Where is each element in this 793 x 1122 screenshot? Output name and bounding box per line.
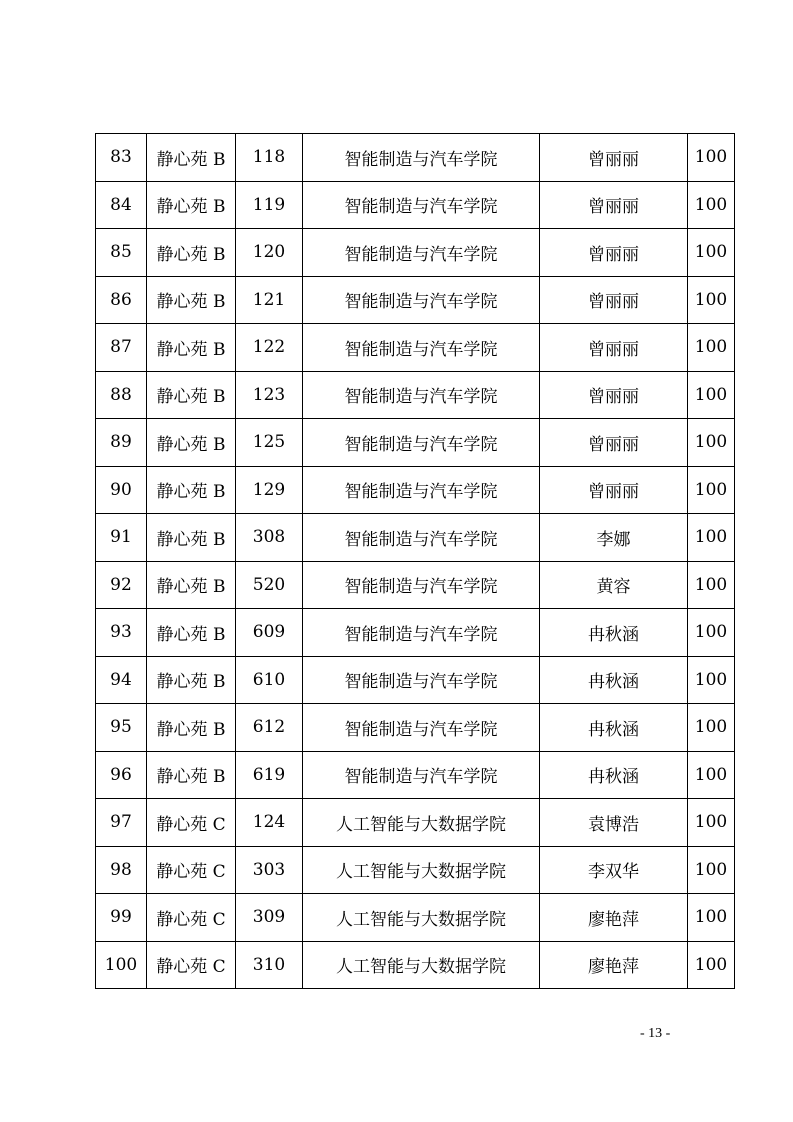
college-cell: 智能制造与汽车学院: [303, 134, 540, 182]
score-cell: 100: [688, 751, 735, 799]
college-cell: 智能制造与汽车学院: [303, 561, 540, 609]
table-row: [96, 324, 735, 372]
row-number-cell: 86: [96, 276, 147, 324]
building-cell: 静心苑 B: [147, 751, 236, 799]
college-cell: 智能制造与汽车学院: [303, 656, 540, 704]
college-cell: 智能制造与汽车学院: [303, 276, 540, 324]
college-cell: 智能制造与汽车学院: [303, 514, 540, 562]
building-cell: 静心苑 C: [147, 799, 236, 847]
room-cell: 520: [236, 561, 303, 609]
score-cell: 100: [688, 799, 735, 847]
building-cell: 静心苑 B: [147, 324, 236, 372]
person-cell: 李双华: [540, 846, 688, 894]
score-cell: 100: [688, 894, 735, 942]
college-cell: 智能制造与汽车学院: [303, 229, 540, 277]
row-number-cell: 85: [96, 229, 147, 277]
room-cell: 610: [236, 656, 303, 704]
college-cell: 智能制造与汽车学院: [303, 609, 540, 657]
building-cell: 静心苑 C: [147, 846, 236, 894]
college-cell: 智能制造与汽车学院: [303, 704, 540, 752]
table-row: [96, 276, 735, 324]
score-cell: 100: [688, 419, 735, 467]
building-cell: 静心苑 B: [147, 609, 236, 657]
room-cell: 125: [236, 419, 303, 467]
score-cell: 100: [688, 704, 735, 752]
college-cell: 人工智能与大数据学院: [303, 894, 540, 942]
room-cell: 308: [236, 514, 303, 562]
score-cell: 100: [688, 324, 735, 372]
building-cell: 静心苑 B: [147, 704, 236, 752]
table-body: [96, 134, 735, 989]
building-cell: 静心苑 B: [147, 276, 236, 324]
score-cell: 100: [688, 134, 735, 182]
college-cell: 智能制造与汽车学院: [303, 419, 540, 467]
person-cell: 曾丽丽: [540, 419, 688, 467]
person-cell: 廖艳萍: [540, 894, 688, 942]
score-cell: 100: [688, 181, 735, 229]
table-row: [96, 846, 735, 894]
table-row: [96, 656, 735, 704]
college-cell: 智能制造与汽车学院: [303, 466, 540, 514]
building-cell: 静心苑 C: [147, 894, 236, 942]
score-cell: 100: [688, 846, 735, 894]
row-number-cell: 99: [96, 894, 147, 942]
table-row: [96, 799, 735, 847]
room-cell: 118: [236, 134, 303, 182]
table-row: [96, 371, 735, 419]
room-cell: 129: [236, 466, 303, 514]
building-cell: 静心苑 C: [147, 941, 236, 989]
score-cell: 100: [688, 561, 735, 609]
college-cell: 人工智能与大数据学院: [303, 941, 540, 989]
row-number-cell: 97: [96, 799, 147, 847]
score-cell: 100: [688, 371, 735, 419]
row-number-cell: 95: [96, 704, 147, 752]
room-cell: 122: [236, 324, 303, 372]
building-cell: 静心苑 B: [147, 466, 236, 514]
row-number-cell: 84: [96, 181, 147, 229]
college-cell: 智能制造与汽车学院: [303, 324, 540, 372]
building-cell: 静心苑 B: [147, 419, 236, 467]
row-number-cell: 93: [96, 609, 147, 657]
person-cell: 曾丽丽: [540, 324, 688, 372]
college-cell: 人工智能与大数据学院: [303, 846, 540, 894]
table-row: [96, 419, 735, 467]
table-row: [96, 514, 735, 562]
row-number-cell: 94: [96, 656, 147, 704]
room-cell: 310: [236, 941, 303, 989]
row-number-cell: 96: [96, 751, 147, 799]
college-cell: 智能制造与汽车学院: [303, 371, 540, 419]
college-cell: 智能制造与汽车学院: [303, 751, 540, 799]
building-cell: 静心苑 B: [147, 181, 236, 229]
table-row: [96, 751, 735, 799]
row-number-cell: 92: [96, 561, 147, 609]
row-number-cell: 91: [96, 514, 147, 562]
building-cell: 静心苑 B: [147, 371, 236, 419]
room-cell: 303: [236, 846, 303, 894]
row-number-cell: 87: [96, 324, 147, 372]
page-number: - 13 -: [640, 1026, 671, 1041]
score-cell: 100: [688, 609, 735, 657]
person-cell: 李娜: [540, 514, 688, 562]
building-cell: 静心苑 B: [147, 514, 236, 562]
person-cell: 廖艳萍: [540, 941, 688, 989]
person-cell: 曾丽丽: [540, 134, 688, 182]
row-number-cell: 100: [96, 941, 147, 989]
room-cell: 119: [236, 181, 303, 229]
score-cell: 100: [688, 514, 735, 562]
building-cell: 静心苑 B: [147, 134, 236, 182]
college-cell: 智能制造与汽车学院: [303, 181, 540, 229]
row-number-cell: 88: [96, 371, 147, 419]
room-cell: 619: [236, 751, 303, 799]
inspection-table: [95, 133, 735, 989]
row-number-cell: 89: [96, 419, 147, 467]
room-cell: 123: [236, 371, 303, 419]
table-row: [96, 134, 735, 182]
table-row: [96, 894, 735, 942]
score-cell: 100: [688, 656, 735, 704]
building-cell: 静心苑 B: [147, 656, 236, 704]
row-number-cell: 90: [96, 466, 147, 514]
person-cell: 曾丽丽: [540, 181, 688, 229]
row-number-cell: 83: [96, 134, 147, 182]
table-row: [96, 466, 735, 514]
building-cell: 静心苑 B: [147, 561, 236, 609]
college-cell: 人工智能与大数据学院: [303, 799, 540, 847]
table-row: [96, 704, 735, 752]
table-row: [96, 181, 735, 229]
person-cell: 冉秋涵: [540, 751, 688, 799]
row-number-cell: 98: [96, 846, 147, 894]
score-cell: 100: [688, 941, 735, 989]
person-cell: 冉秋涵: [540, 656, 688, 704]
person-cell: 袁博浩: [540, 799, 688, 847]
score-cell: 100: [688, 466, 735, 514]
table-row: [96, 229, 735, 277]
room-cell: 124: [236, 799, 303, 847]
person-cell: 曾丽丽: [540, 229, 688, 277]
building-cell: 静心苑 B: [147, 229, 236, 277]
person-cell: 曾丽丽: [540, 371, 688, 419]
score-cell: 100: [688, 229, 735, 277]
table-row: [96, 609, 735, 657]
room-cell: 121: [236, 276, 303, 324]
score-cell: 100: [688, 276, 735, 324]
person-cell: 冉秋涵: [540, 609, 688, 657]
table-row: [96, 561, 735, 609]
person-cell: 黄容: [540, 561, 688, 609]
person-cell: 冉秋涵: [540, 704, 688, 752]
person-cell: 曾丽丽: [540, 276, 688, 324]
table-row: [96, 941, 735, 989]
room-cell: 309: [236, 894, 303, 942]
room-cell: 612: [236, 704, 303, 752]
room-cell: 609: [236, 609, 303, 657]
room-cell: 120: [236, 229, 303, 277]
person-cell: 曾丽丽: [540, 466, 688, 514]
